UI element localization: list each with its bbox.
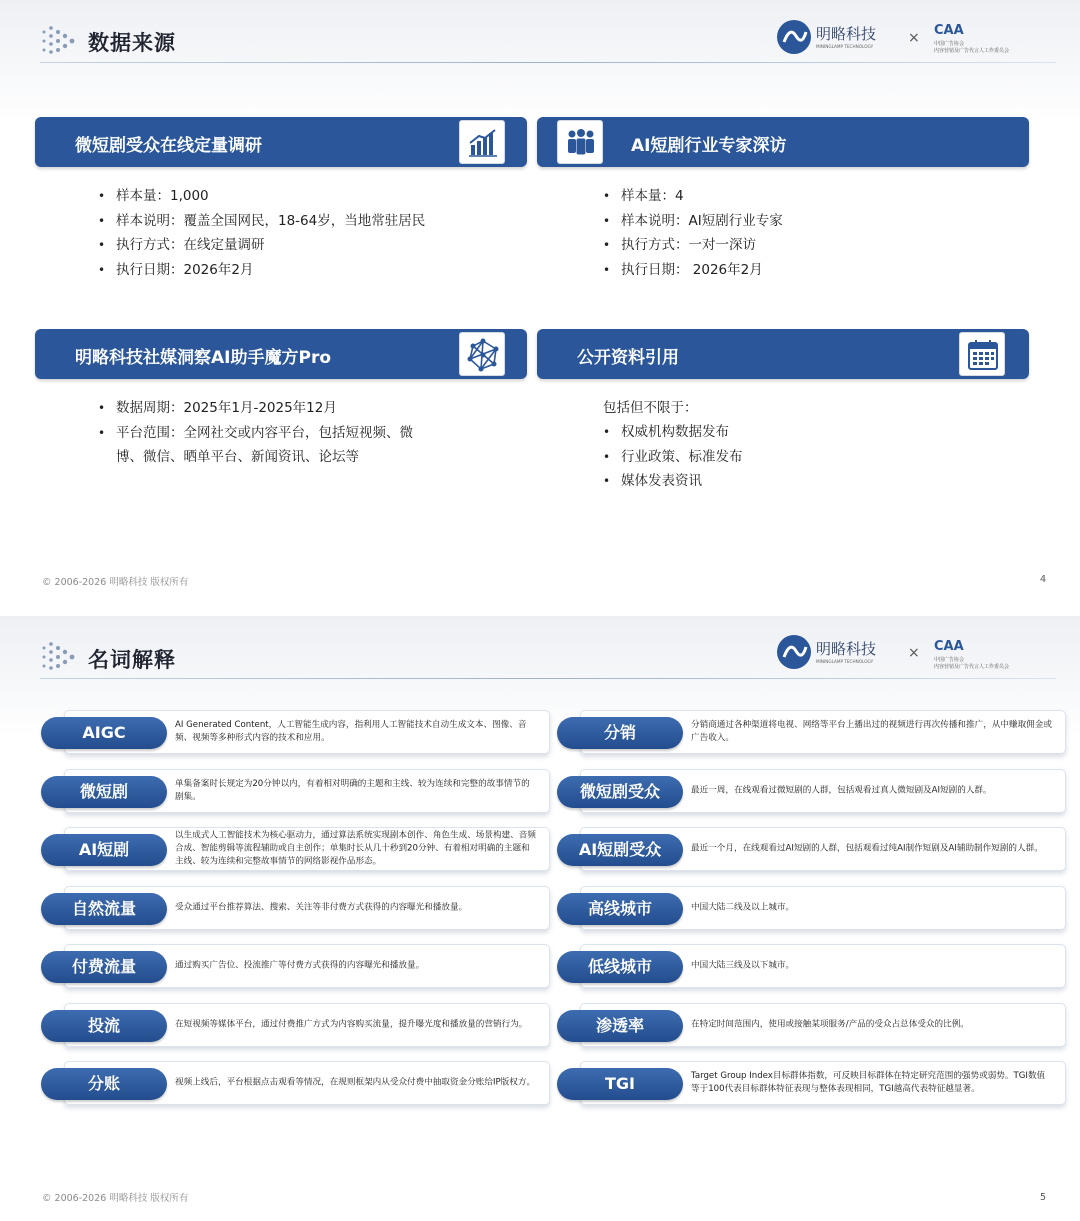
glossary-item-revenue-share: [64, 1061, 550, 1105]
glossary-item-low-tier-cities: [580, 944, 1066, 988]
list-item: • 权威机构数据发布: [601, 420, 901, 445]
svg-text:中国广告协会: 中国广告协会: [934, 657, 965, 663]
social-insight-details: [96, 396, 428, 470]
svg-text:MININGLAMP TECHNOLOGY: MININGLAMP TECHNOLOGY: [816, 44, 874, 49]
term-description: 最近一个月，在线观看过AI短剧的人群，包括观看过纯AI制作短剧及AI辅助制作短剧的人群。: [691, 843, 1043, 854]
svg-text:MININGLAMP TECHNOLOGY: MININGLAMP TECHNOLOGY: [816, 659, 874, 664]
page-title: 数据来源: [88, 31, 176, 55]
term-label: TGI: [557, 1068, 683, 1100]
copyright-footer: © 2006-2026 明略科技 版权所有: [42, 577, 189, 588]
term-label: 微短剧受众: [557, 776, 683, 808]
term-label: AIGC: [41, 717, 167, 749]
glossary-item-ad-spend: [64, 1003, 550, 1047]
expert-interview-details: [601, 184, 901, 282]
term-description: 受众通过平台推荐算法、搜索、关注等非付费方式获得的内容曝光和播放量。: [175, 902, 468, 913]
public-sources-intro: 包括但不限于：: [603, 400, 698, 416]
term-label: 分销: [557, 717, 683, 749]
list-item: • 样本量：1,000: [96, 184, 426, 209]
icon-box: [557, 120, 603, 164]
svg-text:内容营销及广告代言人工作委员会: 内容营销及广告代言人工作委员会: [934, 664, 1010, 670]
dotted-arrow-icon: [40, 638, 80, 676]
term-label: AI短剧受众: [557, 834, 683, 866]
page-number: 5: [1040, 1192, 1047, 1203]
list-item: • 媒体发表资讯: [601, 469, 901, 494]
term-description: 单集备案时长规定为20分钟以内，有着相对明确的主题和主线、较为连续和完整的故事情节的剧集。: [175, 779, 530, 802]
list-item: • 执行日期：2026年2月: [96, 258, 426, 283]
header-divider: [40, 62, 1056, 63]
times-sign: ×: [908, 30, 920, 46]
term-label: 高线城市: [557, 893, 683, 925]
term-description: 以生成式人工智能技术为核心驱动力，通过算法系统实现剧本创作、角色生成、场景构建、音频合成、智能剪辑等流程辅助或自主创作；单集时长从几十秒到20分钟、有着相对明确的主题和主线、较为连续和完整故事情节的网络影视作品形态。: [175, 830, 536, 867]
glossary-item-micro-drama-audience: [580, 769, 1066, 813]
svg-text:明略科技: 明略科技: [816, 25, 877, 43]
list-item: • 执行日期： 2026年2月: [601, 258, 901, 283]
glossary-item-paid-traffic: [64, 944, 550, 988]
page-title: 名词解释: [88, 648, 176, 672]
section-title: 明略科技社媒洞察AI助手魔方Pro: [75, 348, 332, 368]
header-divider: [40, 678, 1056, 679]
section-title: AI短剧行业专家深访: [631, 136, 787, 156]
page-glossary: [0, 616, 1080, 1221]
term-description: 最近一周，在线观看过微短剧的人群，包括观看过真人微短剧及AI短剧的人群。: [691, 785, 992, 796]
svg-text:中国广告协会: 中国广告协会: [934, 41, 965, 47]
section-header-social-insight: [35, 329, 527, 379]
list-item: • 样本量：4: [601, 184, 901, 209]
glossary-item-organic-traffic: [64, 886, 550, 930]
section-title: 公开资料引用: [577, 348, 679, 368]
term-label: 投流: [41, 1010, 167, 1042]
section-header-survey: [35, 117, 527, 167]
glossary-item-penetration-rate: [580, 1003, 1066, 1047]
dotted-arrow-icon: [40, 22, 80, 60]
caa-logo: [932, 20, 1056, 54]
list-item: • 行业政策、标准发布: [601, 445, 901, 470]
svg-text:CAA: CAA: [934, 23, 964, 38]
term-description: 分销商通过各种渠道将电视、网络等平台上播出过的视频进行再次传播和推广，从中赚取佣金或广告收入。: [691, 720, 1052, 743]
section-header-public-sources: [537, 329, 1029, 379]
survey-details: [96, 184, 426, 282]
term-description: AI Generated Content，人工智能生成内容，指利用人工智能技术自动生成文本、图像、音频、视频等多种形式内容的技术和应用。: [175, 720, 527, 743]
term-label: AI短剧: [41, 834, 167, 866]
term-description: 通过购买广告位、投流推广等付费方式获得的内容曝光和播放量。: [175, 960, 425, 971]
term-description: 视频上线后，平台根据点击观看等情况，在规则框架内从受众付费中抽取资金分账给IP版权方。: [175, 1077, 536, 1088]
bar-chart-icon: [465, 125, 501, 161]
svg-text:内容营销及广告代言人工作委员会: 内容营销及广告代言人工作委员会: [934, 48, 1010, 54]
list-item: • 执行方式：一对一深访: [601, 233, 901, 258]
glossary-item-aigc: [64, 710, 550, 754]
section-header-expert-interview: [537, 117, 1029, 167]
glossary-item-distribution: [580, 710, 1066, 754]
glossary-item-micro-drama: [64, 769, 550, 813]
svg-text:明略科技: 明略科技: [816, 640, 877, 658]
term-label: 自然流量: [41, 893, 167, 925]
network-icon: [465, 337, 501, 373]
term-label: 微短剧: [41, 776, 167, 808]
public-sources-details: [601, 420, 901, 494]
term-label: 分账: [41, 1068, 167, 1100]
list-item: • 平台范围：全网社交或内容平台，包括短视频、微博、微信、晒单平台、新闻资讯、论坛等: [96, 421, 428, 470]
term-description: 中国大陆三线及以下城市。: [691, 960, 795, 971]
icon-box: [959, 332, 1005, 376]
glossary-item-high-tier-cities: [580, 886, 1066, 930]
term-description: 中国大陆二线及以上城市。: [691, 902, 795, 913]
glossary-item-ai-drama: [64, 827, 550, 871]
term-label: 渗透率: [557, 1010, 683, 1042]
mininglamp-logo: [776, 633, 894, 671]
caa-logo: [932, 636, 1056, 670]
term-label: 低线城市: [557, 951, 683, 983]
term-description: Target Group Index目标群体指数，可反映目标群体在特定研究范围的强势或弱势。TGI数值等于100代表目标群体特征表现与整体表现相同，TGI越高代表特征越显著。: [691, 1071, 1046, 1094]
section-title: 微短剧受众在线定量调研: [75, 136, 262, 156]
mininglamp-logo: [776, 18, 894, 56]
list-item: • 样本说明：AI短剧行业专家: [601, 209, 901, 234]
icon-box: [459, 120, 505, 164]
times-sign: ×: [908, 645, 920, 661]
list-item: • 执行方式：在线定量调研: [96, 233, 426, 258]
page-number: 4: [1040, 574, 1047, 585]
glossary-item-tgi: [580, 1061, 1066, 1105]
list-item: • 数据周期：2025年1月-2025年12月: [96, 396, 428, 421]
copyright-footer: © 2006-2026 明略科技 版权所有: [42, 1193, 189, 1204]
term-description: 在短视频等媒体平台，通过付费推广方式为内容购买流量，提升曝光度和播放量的营销行为。: [175, 1019, 528, 1030]
glossary-item-ai-drama-audience: [580, 827, 1066, 871]
people-group-icon: [563, 125, 599, 161]
calendar-icon: [965, 337, 1001, 373]
term-description: 在特定时间范围内，使用或接触某项服务/产品的受众占总体受众的比例。: [691, 1019, 969, 1030]
list-item: • 样本说明：覆盖全国网民，18-64岁，当地常驻居民: [96, 209, 426, 234]
page-data-sources: [0, 0, 1080, 598]
term-label: 付费流量: [41, 951, 167, 983]
svg-text:CAA: CAA: [934, 639, 964, 654]
icon-box: [459, 332, 505, 376]
page-gap: [0, 598, 1080, 616]
